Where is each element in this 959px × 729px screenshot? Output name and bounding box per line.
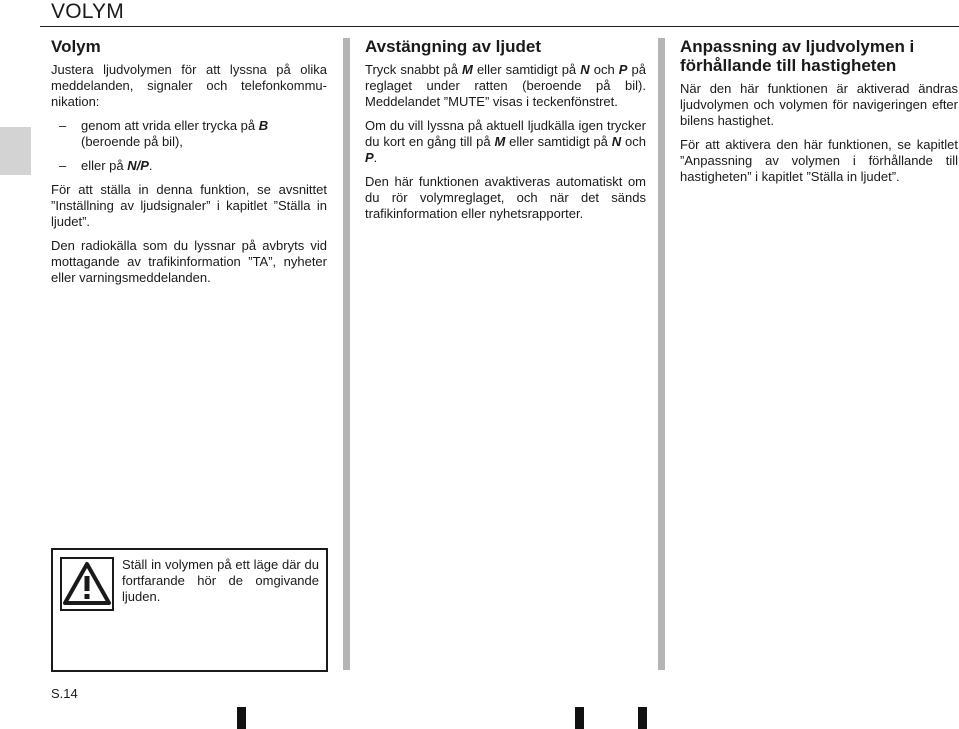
section-heading-mute: Avstängning av ljudet bbox=[365, 37, 542, 56]
mute-instruction: Tryck snabbt på M eller samtidigt på N och P på reglaget under ratten (beroende på bil). Meddelandet ”MUTE” visas i teckenfönstret. bbox=[365, 62, 646, 109]
warning-text: Ställ in volymen på ett läge där du fortfarande hör de omgivande ljuden. bbox=[122, 557, 319, 604]
crop-mark bbox=[638, 707, 647, 729]
control-key-n: N bbox=[580, 62, 590, 77]
list-item: – eller på N/P. bbox=[51, 158, 327, 174]
speed-volume-description: När den här funktionen är aktiverad ändras ljudvolymen och volymen för navigeringen efter bilens hastighet. bbox=[680, 81, 958, 128]
crop-mark bbox=[237, 707, 246, 729]
dash-bullet: – bbox=[59, 158, 67, 173]
section-heading-speed-volume: Anpassning av ljudvolymen i förhållande till hastigheten bbox=[680, 37, 915, 75]
warning-triangle-icon bbox=[60, 557, 114, 611]
volume-intro: Justera ljudvolymen för att lyssna på olika meddelanden, signaler och telefonkommu-nikation: bbox=[51, 62, 327, 109]
mute-auto-deactivation-note: Den här funktionen avaktiveras automatiskt om du rör volymreglaget, och när det sänds trafikinformation eller nyhetsrapporter. bbox=[365, 174, 646, 221]
speed-volume-reference: För att aktivera den här funktionen, se kapitlet ”Anpassning av volymen i förhållande till hastigheten” i kapitlet ”Ställa in ljudet”. bbox=[680, 137, 958, 184]
column-mute bbox=[365, 37, 646, 230]
unmute-instruction: Om du vill lyssna på aktuell ljudkälla igen trycker du kort en gång till på M eller samtidigt på N och P. bbox=[365, 118, 646, 165]
thumb-index-tab bbox=[0, 127, 31, 175]
column-volume bbox=[51, 37, 327, 294]
column-divider bbox=[658, 38, 665, 670]
control-key-n: N bbox=[611, 134, 622, 149]
warning-box bbox=[51, 548, 328, 672]
control-key-m: M bbox=[462, 62, 473, 77]
page-title: VOLYM bbox=[51, 0, 124, 23]
dash-bullet: – bbox=[59, 118, 67, 133]
volume-settings-reference: För att ställa in denna funktion, se avsnittet ”Inställning av ljudsignaler” i kapitlet ”Ställa in ljudet”. bbox=[51, 182, 327, 229]
page-number: S.14 bbox=[51, 686, 78, 701]
control-key-np: N/P bbox=[127, 158, 149, 173]
control-key-p: P bbox=[618, 62, 628, 77]
list-item: – genom att vrida eller trycka på B (beroende på bil), bbox=[51, 118, 327, 150]
crop-mark bbox=[575, 707, 584, 729]
section-heading-volume: Volym bbox=[51, 37, 101, 56]
radio-interrupt-note: Den radiokälla som du lyssnar på avbryts vid mottagande av trafikinformation ”TA”, nyheter eller varningsmeddelanden. bbox=[51, 238, 327, 285]
control-key-b: B bbox=[258, 118, 269, 133]
control-key-m: M bbox=[494, 134, 506, 149]
title-rule bbox=[40, 26, 959, 27]
column-divider bbox=[343, 38, 350, 670]
column-speed-volume bbox=[680, 37, 958, 193]
control-key-p: P bbox=[365, 150, 374, 165]
